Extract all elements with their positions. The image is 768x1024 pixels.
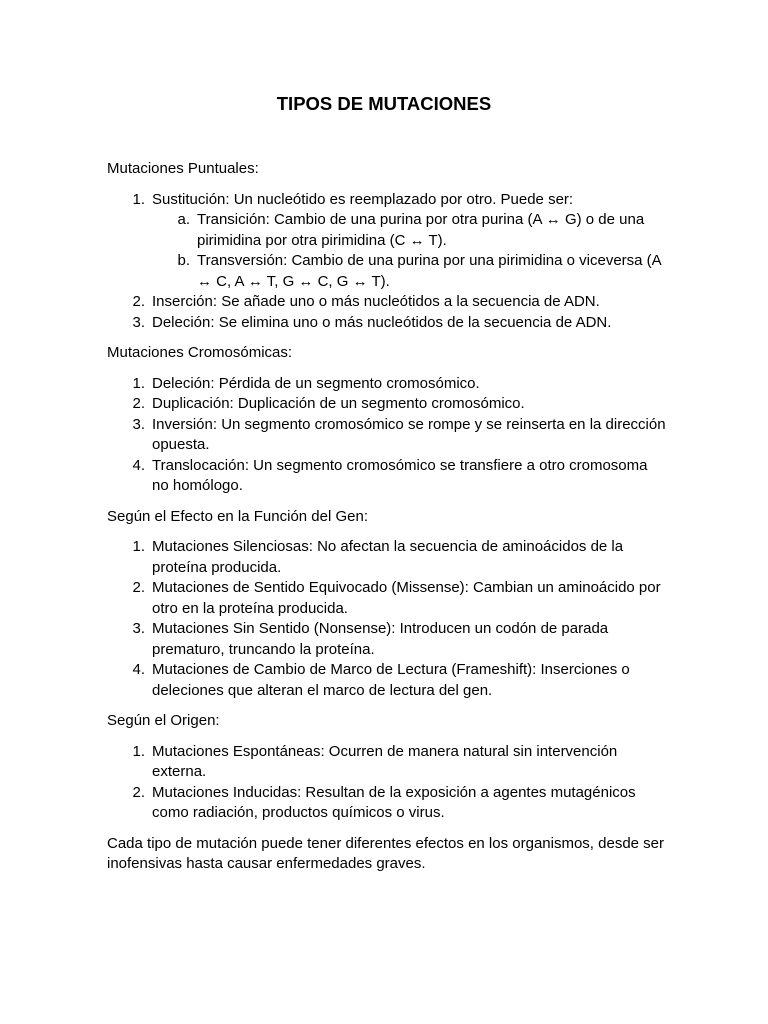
list-item-text: Inversión: Un segmento cromosómico se rompe y se reinserta en la dirección opuesta.: [152, 415, 666, 453]
list-item: [107, 415, 667, 456]
list-item-number: 2.: [132, 395, 145, 412]
list-item-text: Mutaciones de Cambio de Marco de Lectura (Frameshift): Inserciones o deleciones que alteran el marco de lectura del gen.: [152, 661, 630, 699]
list-item-number: 1.: [132, 742, 145, 760]
list-item: [107, 783, 667, 824]
section-heading: Según el Origen:: [107, 712, 220, 729]
list-item: [107, 456, 667, 497]
list-item-number: 1.: [132, 374, 145, 392]
list-item: [107, 313, 667, 334]
conclusion-paragraph: Cada tipo de mutación puede tener diferentes efectos en los organismos, desde ser inofensivas hasta causar enfermedades graves.: [107, 834, 665, 872]
list-item-text: Mutaciones Sin Sentido (Nonsense): Introducen un codón de parada prematuro, truncando la proteína.: [152, 620, 609, 658]
section-heading: Mutaciones Cromosómicas:: [107, 344, 293, 361]
list-item: [107, 742, 667, 783]
list-item: [107, 394, 667, 415]
list-item-text: Deleción: Pérdida de un segmento cromosómico.: [152, 374, 480, 392]
list-item-number: 3.: [132, 313, 145, 331]
sublist-item-letter: a.: [177, 211, 190, 228]
list-item-text: Deleción: Se elimina uno o más nucleótidos de la secuencia de ADN.: [152, 313, 612, 331]
list-item-number: 4.: [132, 456, 145, 474]
numbered-list: [107, 537, 667, 701]
list-item-text: Translocación: Un segmento cromosómico se transfiere a otro cromosoma no homólogo.: [152, 456, 648, 494]
sublist-item-text: Transición: Cambio de una purina por otra purina (A ↔ G) o de una pirimidina por otra pirimidina (C ↔ T).: [197, 211, 645, 249]
document-body: [107, 159, 667, 875]
numbered-list: [107, 742, 667, 824]
list-item-number: 1.: [132, 190, 145, 208]
list-item-text: Inserción: Se añade uno o más nucleótidos a la secuencia de ADN.: [152, 293, 600, 310]
list-item-number: 3.: [132, 620, 145, 637]
list-item-number: 2.: [132, 783, 145, 801]
list-item-text: Mutaciones Espontáneas: Ocurren de manera natural sin intervención externa.: [152, 742, 618, 780]
list-item: [107, 619, 667, 660]
sublist-item-letter: b.: [177, 252, 190, 269]
list-item: [107, 660, 667, 701]
list-item: [107, 292, 667, 313]
list-item-text: Mutaciones Silenciosas: No afectan la secuencia de aminoácidos de la proteína producida.: [152, 538, 624, 576]
list-item-text: Sustitución: Un nucleótido es reemplazado por otro. Puede ser:: [152, 190, 574, 208]
list-item-text: Mutaciones Inducidas: Resultan de la exposición a agentes mutagénicos como radiación, productos químicos o virus.: [152, 783, 636, 821]
list-item: [107, 537, 667, 578]
lettered-sublist: [152, 210, 667, 292]
list-item: [107, 578, 667, 619]
list-item: [107, 374, 667, 395]
list-item: [107, 190, 667, 293]
numbered-list: [107, 374, 667, 497]
numbered-list: [107, 190, 667, 334]
sublist-item-text: Transversión: Cambio de una purina por una pirimidina o viceversa (A ↔ C, A ↔ T, G ↔ C, G ↔ T).: [197, 252, 661, 290]
list-item-text: Mutaciones de Sentido Equivocado (Missense): Cambian un aminoácido por otro en la proteína producida.: [152, 579, 661, 617]
sublist-item: [152, 251, 667, 292]
list-item-number: 2.: [132, 293, 145, 310]
document-title: TIPOS DE MUTACIONES: [276, 93, 492, 114]
section-heading: Mutaciones Puntuales:: [107, 160, 259, 177]
list-item-number: 3.: [132, 415, 145, 433]
list-item-number: 1.: [132, 538, 145, 555]
list-item-number: 4.: [132, 661, 145, 678]
list-item-text: Duplicación: Duplicación de un segmento cromosómico.: [152, 395, 525, 412]
sublist-item: [152, 210, 667, 251]
list-item-number: 2.: [132, 579, 145, 596]
section-heading: Según el Efecto en la Función del Gen:: [107, 507, 369, 525]
